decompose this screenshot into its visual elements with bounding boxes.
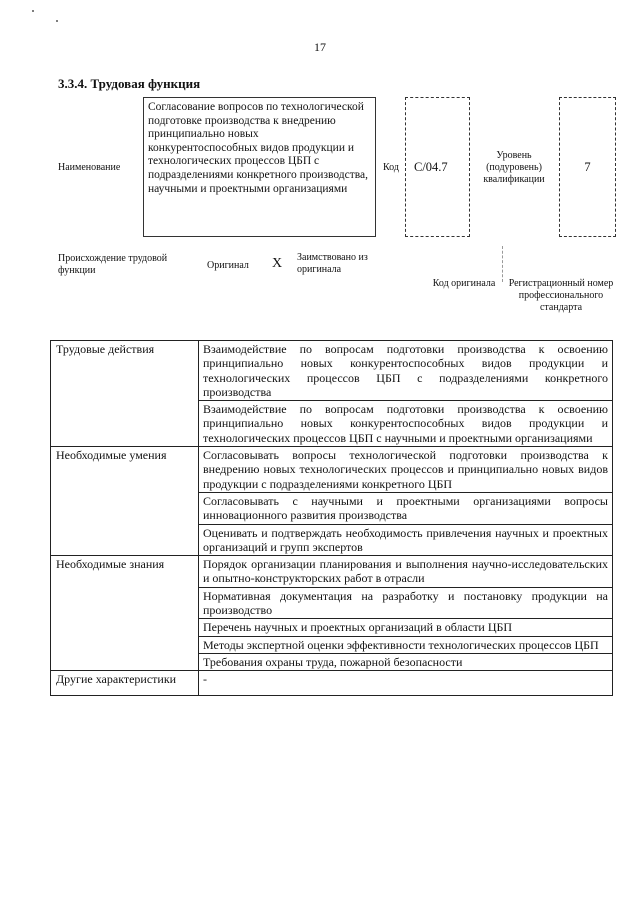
code-box (405, 97, 470, 237)
origin-divider (502, 246, 503, 282)
table-cell: - (199, 671, 613, 696)
code-value: С/04.7 (414, 160, 448, 174)
original-mark: X (272, 256, 283, 271)
origin-label: Происхождение трудовой функции (58, 253, 168, 276)
scan-dot (56, 20, 58, 22)
scan-dot (32, 10, 34, 12)
function-name: Согласование вопросов по технологической подготовке производства к внедрению принципиально новых конкурентоспособных видов продукции и технологических процессов ЦБП с подразделениями конкретного производства, научными и проектными организациями (148, 101, 369, 195)
table-row (51, 556, 613, 588)
table-row (51, 447, 613, 493)
table-cell: Взаимодействие по вопросам подготовки производства к освоению принципиально новых конкурентоспособных видов продукции и технологических процессов ЦБП с подразделениями конкретного производства (199, 341, 613, 401)
name-label: Наименование (58, 162, 121, 173)
table-cell: Порядок организации планирования и выполнения научно-исследовательских и опытно-конструкторских работ в отрасли (199, 556, 613, 588)
page-number: 17 (314, 40, 326, 54)
level-box (559, 97, 616, 237)
table-cell: Перечень научных и проектных организаций в области ЦБП (199, 619, 613, 636)
function-table (50, 340, 613, 696)
function-name-box (143, 97, 376, 237)
borrowed-label: Заимствовано из оригинала (297, 252, 368, 275)
table-row (51, 341, 613, 401)
row-label-skills: Необходимые умения (51, 447, 199, 556)
row-label-actions: Трудовые действия (51, 341, 199, 447)
row-label-other: Другие характеристики (51, 671, 199, 696)
table-cell: Согласовывать с научными и проектными организациями вопросы инновационного развития производства (199, 492, 613, 524)
table-cell: Нормативная документация на разработку и постановку продукции на производство (199, 587, 613, 619)
table-cell: Взаимодействие по вопросам подготовки производства к освоению принципиально новых конкурентоспособных видов продукции и технологических процессов ЦБП с научными и проектными организациями (199, 401, 613, 447)
section-title: 3.3.4. Трудовая функция (58, 76, 201, 91)
code-original-label: Код оригинала (432, 278, 496, 289)
row-label-knowledge: Необходимые знания (51, 556, 199, 671)
level-value: 7 (584, 160, 591, 174)
table-row (51, 671, 613, 696)
table-cell: Согласовывать вопросы технологической подготовки производства к внедрению новых технологических процессов и принципиально новых видов продукции с подразделениями конкретного ЦБП (199, 447, 613, 493)
table-cell: Оценивать и подтверждать необходимость привлечения научных и проектных организаций и групп экспертов (199, 524, 613, 556)
code-label: Код (383, 162, 399, 173)
table-cell: Требования охраны труда, пожарной безопасности (199, 653, 613, 670)
reg-number-label: Регистрационный номер профессионального стандарта (508, 278, 614, 313)
original-label: Оригинал (207, 260, 249, 271)
level-label: Уровень (подуровень) квалификации (483, 150, 545, 185)
table-cell: Методы экспертной оценки эффективности технологических процессов ЦБП (199, 636, 613, 653)
